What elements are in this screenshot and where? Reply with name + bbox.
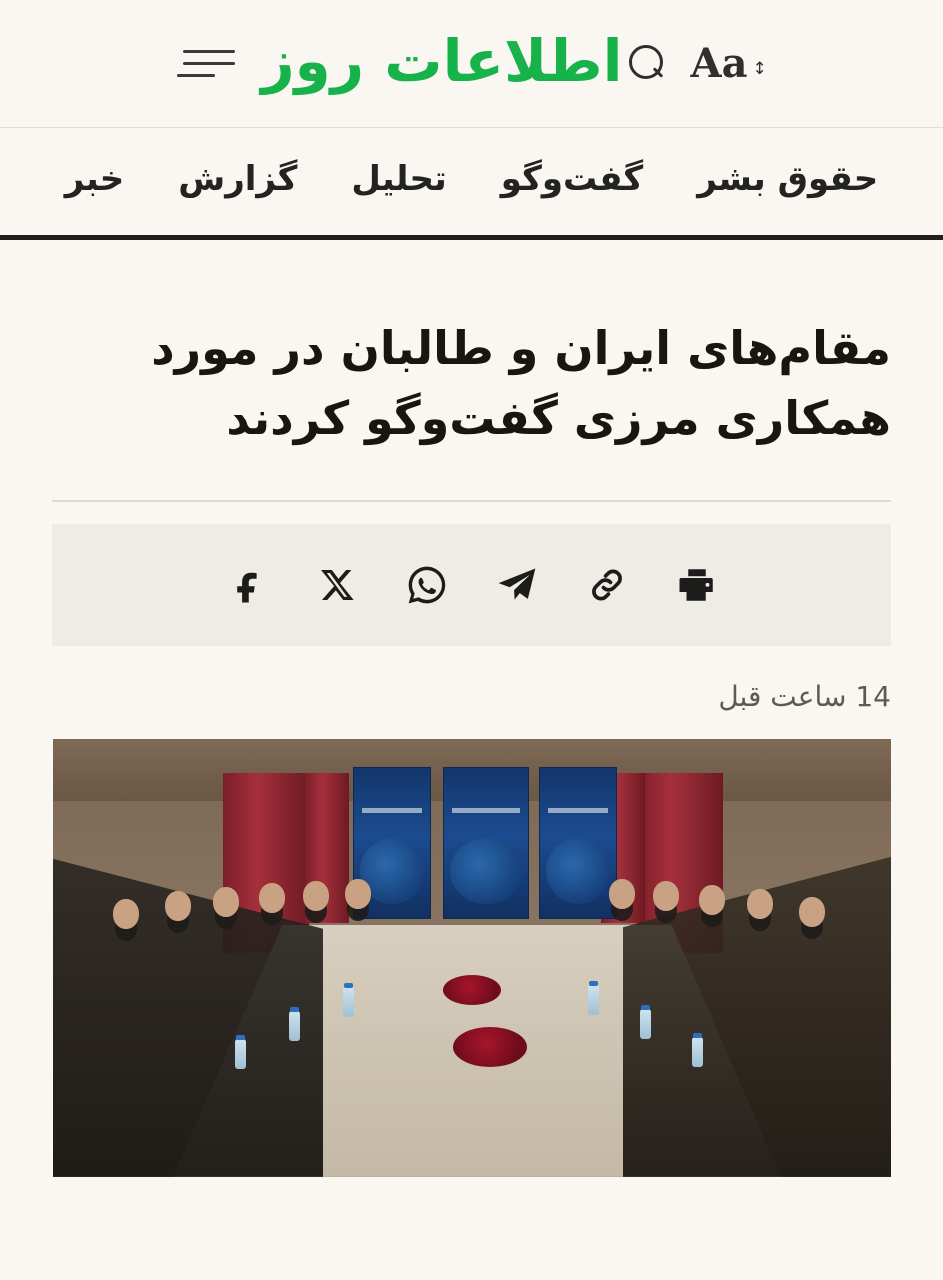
photo-person — [303, 881, 329, 911]
photo-person — [113, 899, 139, 929]
photo-person — [165, 891, 191, 921]
nav-item-interview[interactable]: گفت‌وگو — [500, 158, 644, 199]
site-header — [0, 0, 943, 128]
photo-person — [609, 879, 635, 909]
photo-person — [259, 883, 285, 913]
link-icon[interactable] — [584, 562, 630, 608]
hamburger-bar-3 — [177, 74, 215, 77]
photo-water-bottle — [343, 987, 354, 1017]
hamburger-bar-2 — [183, 62, 235, 65]
nav-item-analysis[interactable]: تحلیل — [351, 158, 447, 199]
font-size-label: Aa — [690, 39, 748, 87]
photo-water-bottle — [289, 1011, 300, 1041]
photo-person — [345, 879, 371, 909]
nav-item-report[interactable]: گزارش — [178, 158, 298, 199]
photo-flowers-1 — [443, 975, 501, 1005]
share-bar — [52, 524, 891, 646]
photo-water-bottle — [640, 1009, 651, 1039]
main-navigation — [0, 128, 943, 240]
header-right-brand — [177, 26, 623, 96]
photo-flowers-2 — [453, 1027, 527, 1067]
x-twitter-icon[interactable] — [314, 562, 360, 608]
article-photo — [53, 739, 891, 1177]
photo-water-bottle — [692, 1037, 703, 1067]
photo-banner-text-1 — [362, 808, 422, 813]
photo-person — [799, 897, 825, 927]
hamburger-bar-1 — [183, 50, 235, 53]
photo-banner-3 — [539, 767, 617, 919]
page-title: مقام‌های ایران و طالبان در مورد همکاری مرزی گفت‌وگو کردند — [151, 321, 891, 445]
photo-banner-text-2 — [452, 808, 520, 813]
photo-person — [699, 885, 725, 915]
search-icon[interactable] — [623, 41, 669, 87]
photo-banner-2 — [443, 767, 529, 919]
font-size-arrows-icon: ↕ — [752, 58, 766, 79]
photo-person — [747, 889, 773, 919]
header-left-tools — [623, 41, 766, 87]
article-container — [0, 240, 943, 1280]
photo-water-bottle — [588, 985, 599, 1015]
title-divider — [52, 500, 891, 502]
photo-banner-globe-2 — [450, 838, 522, 904]
photo-banner-text-3 — [548, 808, 608, 813]
nav-item-news[interactable]: خبر — [64, 158, 125, 199]
hamburger-menu-icon[interactable] — [177, 41, 235, 87]
photo-person — [653, 881, 679, 911]
site-logo[interactable]: اطلاعات روز — [261, 26, 623, 95]
photo-water-bottle — [235, 1039, 246, 1069]
whatsapp-icon[interactable] — [404, 562, 450, 608]
photo-banner-globe-3 — [546, 838, 610, 904]
photo-person — [213, 887, 239, 917]
facebook-icon[interactable] — [224, 562, 270, 608]
article-timestamp: 14 ساعت قبل — [718, 679, 891, 713]
print-icon[interactable] — [674, 562, 720, 608]
nav-item-human-rights[interactable]: حقوق بشر — [697, 158, 879, 199]
telegram-icon[interactable] — [494, 562, 540, 608]
font-size-button[interactable] — [690, 39, 766, 87]
